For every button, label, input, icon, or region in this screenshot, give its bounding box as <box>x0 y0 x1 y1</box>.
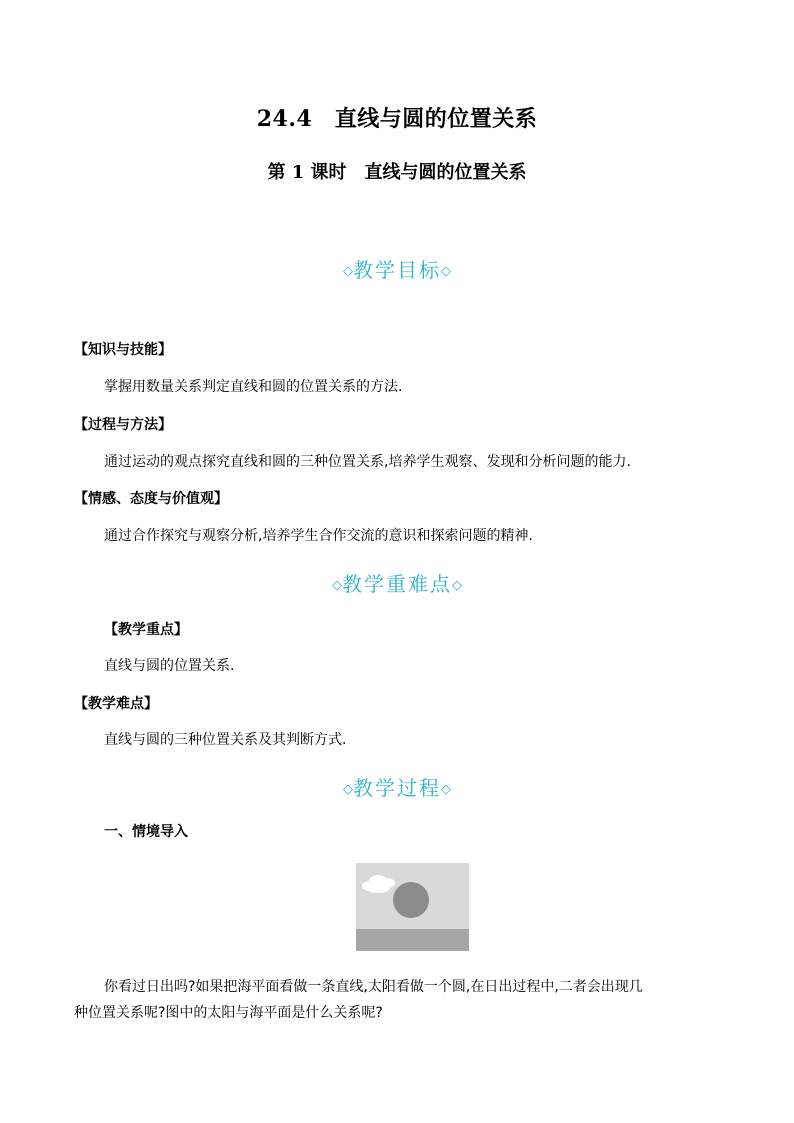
focus-text: 直线与圆的位置关系. <box>104 658 235 674</box>
intro-heading: 一、情境导入 <box>104 824 188 840</box>
sunrise-svg <box>356 863 469 951</box>
diamond-icon: ◇ <box>441 782 451 797</box>
emotion-label: 【情感、态度与价值观】 <box>74 491 228 507</box>
process-method-label: 【过程与方法】 <box>74 417 172 433</box>
emotion-text: 通过合作探究与观察分析,培养学生合作交流的意识和探索问题的精神. <box>104 528 533 544</box>
sea <box>356 929 469 951</box>
section-heading-goals-text: 教学目标 <box>353 258 441 282</box>
intro-paragraph-line-1: 你看过日出吗?如果把海平面看做一条直线,太阳看做一个圆,在日出过程中,二者会出现几 <box>104 979 643 995</box>
focus-label: 【教学重点】 <box>104 622 188 638</box>
diamond-icon: ◇ <box>452 578 462 593</box>
section-heading-process <box>0 772 794 801</box>
section-heading-process-text: 教学过程 <box>353 776 441 800</box>
diamond-icon: ◇ <box>441 264 451 279</box>
section-heading-key-points <box>0 568 794 597</box>
intro-paragraph-line-2: 种位置关系呢?图中的太阳与海平面是什么关系呢? <box>74 1005 383 1021</box>
section-heading-goals <box>0 254 794 283</box>
knowledge-label: 【知识与技能】 <box>74 342 172 358</box>
knowledge-text: 掌握用数量关系判定直线和圆的位置关系的方法. <box>104 379 403 395</box>
section-heading-key-points-text: 教学重难点 <box>342 572 452 596</box>
diamond-icon: ◇ <box>343 782 353 797</box>
diamond-icon: ◇ <box>343 264 353 279</box>
lesson-subtitle: 第 1 课时 直线与圆的位置关系 <box>267 162 527 183</box>
difficulty-label: 【教学难点】 <box>74 696 158 712</box>
sun <box>393 882 429 918</box>
process-method-text: 通过运动的观点探究直线和圆的三种位置关系,培养学生观察、发现和分析问题的能力. <box>104 454 631 470</box>
sunrise-illustration <box>356 863 469 951</box>
page-title: 24.4 直线与圆的位置关系 <box>256 106 538 132</box>
diamond-icon: ◇ <box>332 578 342 593</box>
difficulty-text: 直线与圆的三种位置关系及其判断方式. <box>104 732 347 748</box>
